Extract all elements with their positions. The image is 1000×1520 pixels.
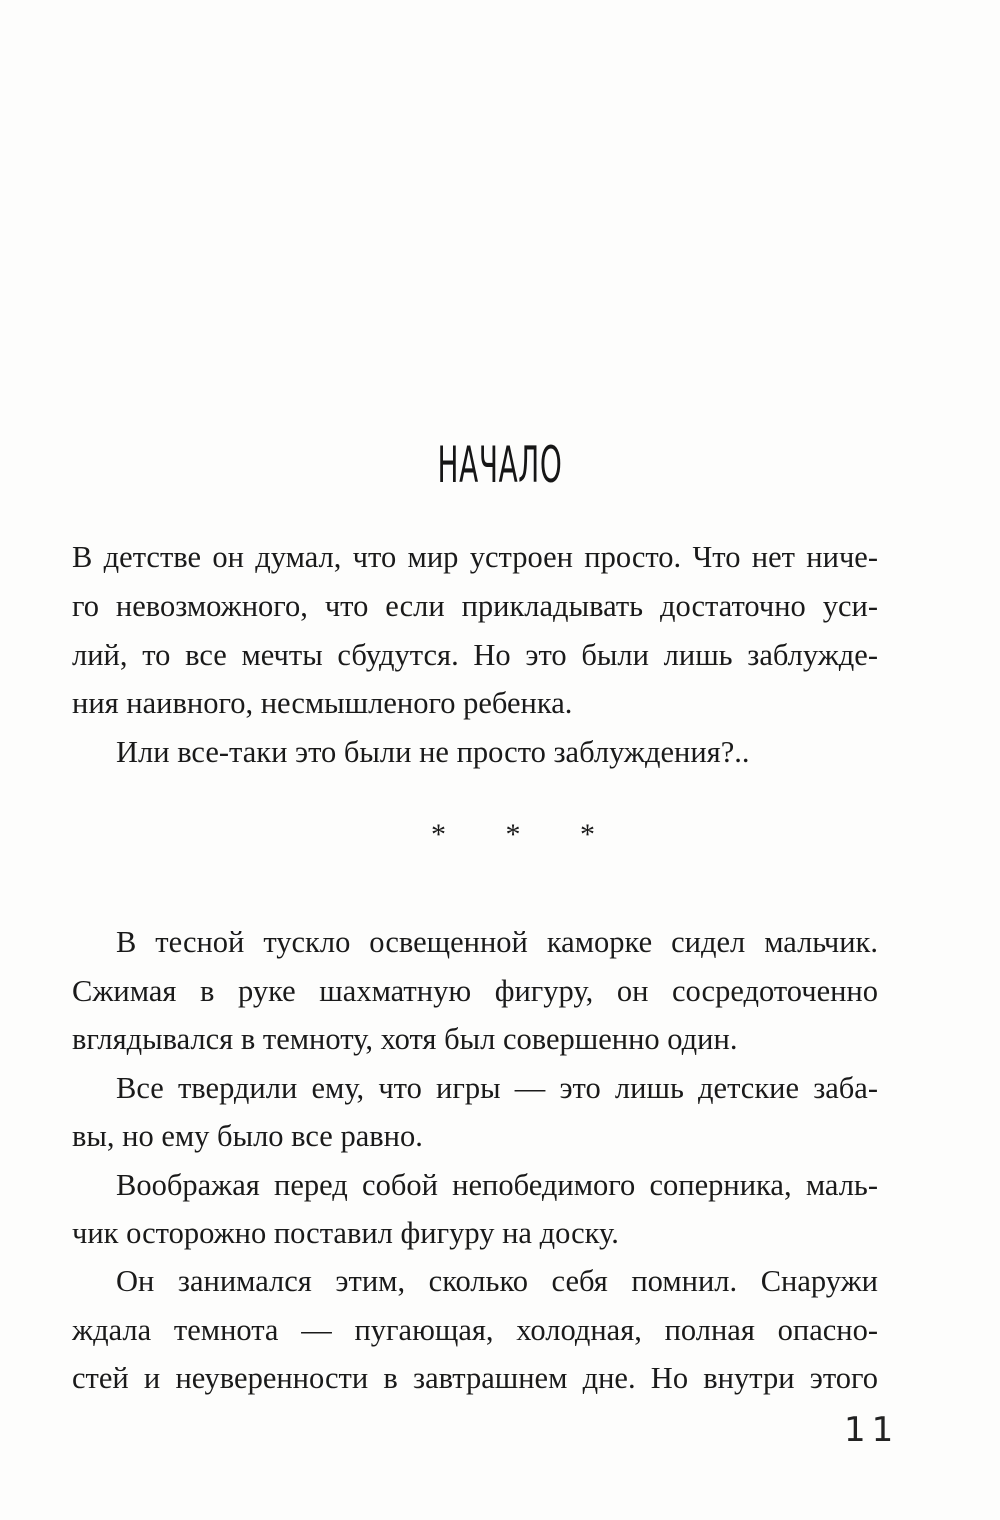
page-number: 11: [844, 1410, 900, 1450]
body-line: ждала темнота — пугающая, холодная, полная опасно-: [72, 1313, 878, 1347]
prologue-line: В детстве он думал, что мир устроен просто. Что нет ниче-: [72, 540, 878, 574]
prologue-line: лий, то все мечты сбудутся. Но это были лишь заблужде-: [72, 638, 878, 672]
body-line: чик осторожно поставил фигуру на доску.: [72, 1216, 619, 1250]
prologue-line: ния наивного, несмышленого ребенка.: [72, 686, 573, 720]
chapter-title: НАЧАЛО: [437, 436, 563, 494]
body-line: вы, но ему было все равно.: [72, 1119, 423, 1153]
body-line: Он занимался этим, сколько себя помнил. Снаружи: [116, 1264, 878, 1298]
body-line: стей и неуверенности в завтрашнем дне. Но внутри этого: [72, 1361, 878, 1395]
prologue-line: Или все-таки это были не просто заблуждения?..: [116, 735, 750, 769]
body-line: Все твердили ему, что игры — это лишь детские заба-: [116, 1071, 878, 1105]
body-line: Сжимая в руке шахматную фигуру, он сосредоточенно: [72, 974, 878, 1008]
body-line: Воображая перед собой непобедимого соперника, маль-: [116, 1168, 878, 1202]
body-line: В тесной тускло освещенной каморке сидел мальчик.: [116, 925, 878, 959]
body-line: вглядывался в темноту, хотя был совершенно один.: [72, 1022, 738, 1056]
section-separator: * * *: [431, 818, 621, 851]
prologue-line: го невозможного, что если прикладывать достаточно уси-: [72, 589, 878, 623]
